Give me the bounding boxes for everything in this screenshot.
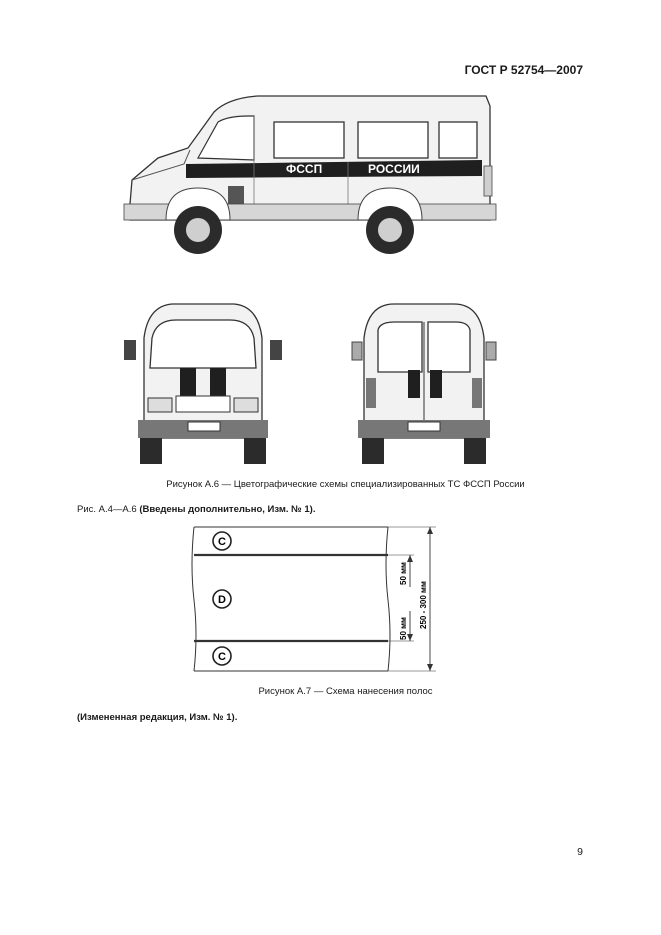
standard-header: ГОСТ Р 52754—2007 <box>464 63 583 77</box>
zone-middle-label: D <box>218 594 226 606</box>
figure-a6-caption: Рисунок А.6 — Цветографические схемы специализированных ТС ФССП России <box>166 479 525 490</box>
figure-a7-caption: Рисунок А.7 — Схема нанесения полос <box>258 686 433 697</box>
dimension-lower: 50 мм <box>399 617 408 640</box>
stripe-scheme-diagram <box>188 525 448 675</box>
note-amendment: (Введены дополнительно, Изм. № 1). <box>139 504 316 515</box>
note-prefix: Рис. А.4—А.6 <box>77 504 140 515</box>
van-front-view <box>122 298 284 466</box>
zone-top-label: C <box>218 536 226 548</box>
page-number: 9 <box>577 846 583 858</box>
stripe-text-fssp: ФССП <box>286 162 323 176</box>
dimension-upper: 50 мм <box>399 562 408 585</box>
van-rear-view <box>344 298 504 466</box>
van-side-view <box>118 92 498 262</box>
figure-a4-a6-note <box>77 504 316 515</box>
stripe-text-rossii: РОССИИ <box>368 162 420 176</box>
dimension-total: 250 - 300 мм <box>419 581 428 629</box>
edited-note: (Измененная редакция, Изм. № 1). <box>77 712 238 723</box>
zone-bottom-label: C <box>218 651 226 663</box>
